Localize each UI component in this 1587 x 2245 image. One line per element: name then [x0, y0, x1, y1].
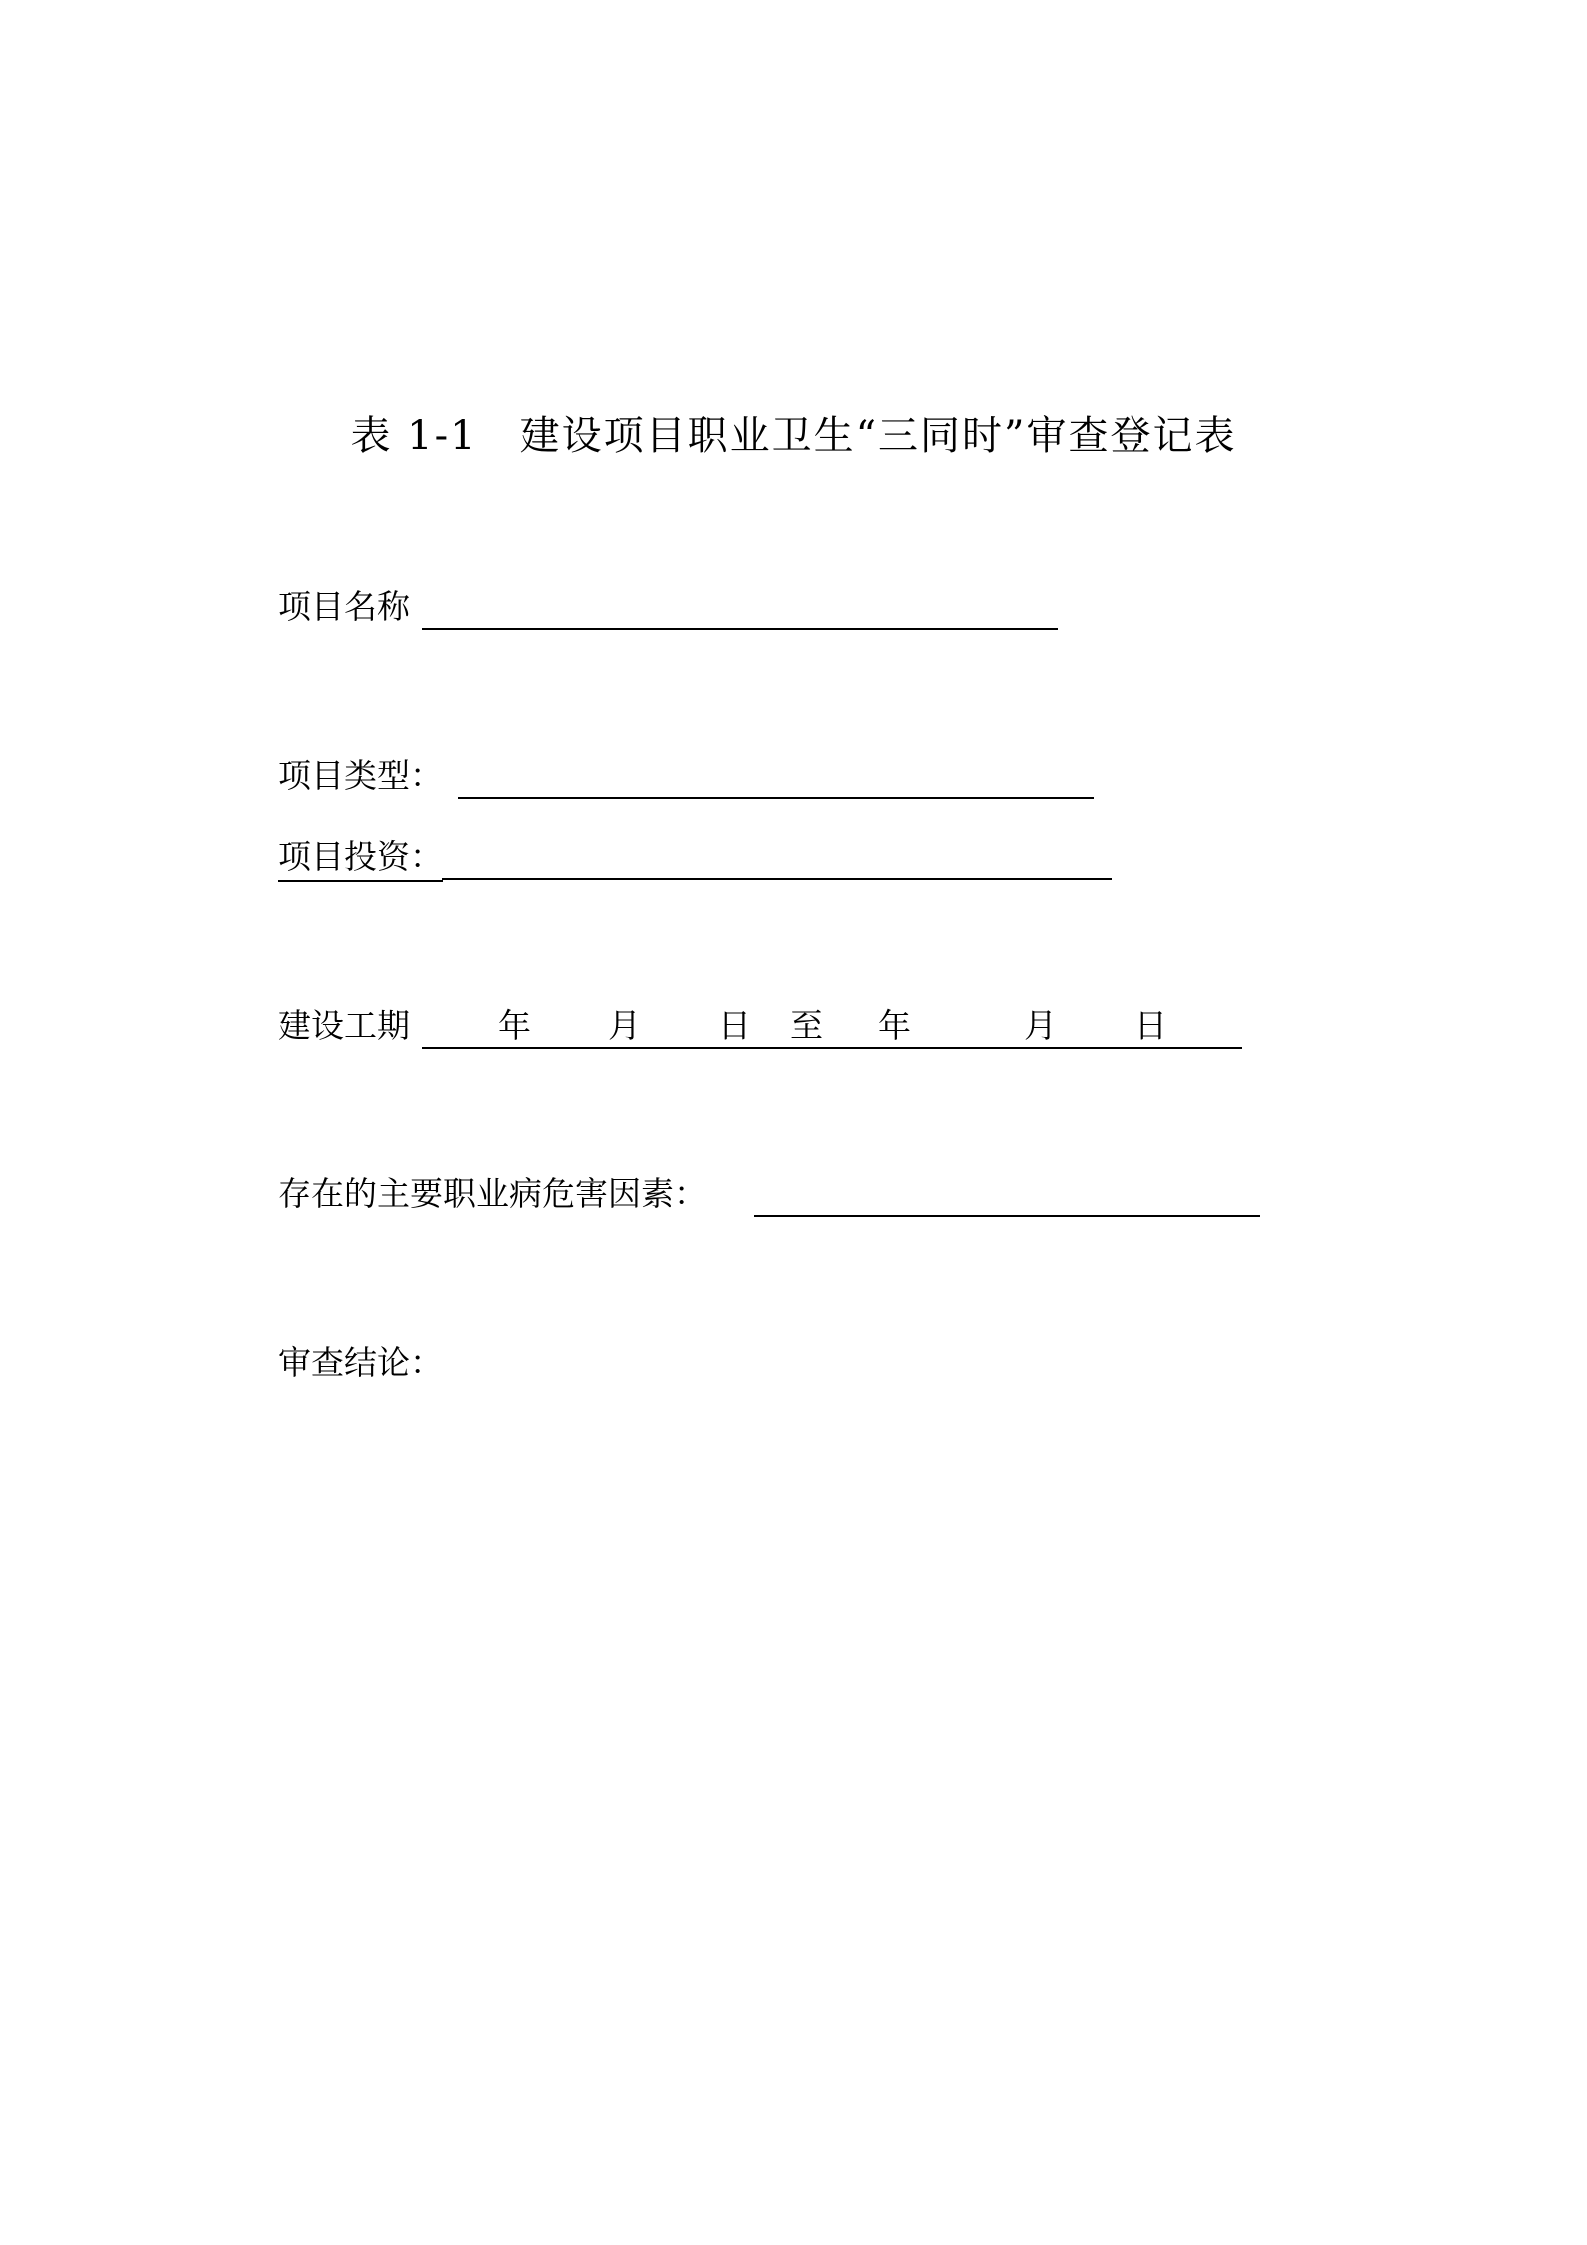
- hazard-factors-label: 存在的主要职业病危害因素：: [278, 1174, 707, 1213]
- period-to: 至: [790, 1006, 823, 1045]
- end-month-unit: 月: [1024, 1006, 1057, 1045]
- project-investment-row: [278, 834, 443, 880]
- end-day-unit: 日: [1134, 1006, 1167, 1045]
- start-month-unit: 月: [608, 1006, 641, 1045]
- review-conclusion-label: 审查结论：: [278, 1343, 443, 1382]
- project-name-blank[interactable]: [422, 584, 1058, 630]
- project-name-label: 项目名称: [278, 587, 410, 626]
- table-number: 表 1-1: [350, 413, 478, 459]
- project-investment-blank[interactable]: [442, 834, 1112, 880]
- review-conclusion-row: [278, 1340, 443, 1386]
- project-name-row: [278, 584, 410, 630]
- construction-period-blank[interactable]: [422, 1003, 1242, 1049]
- hazard-factors-blank[interactable]: [754, 1171, 1260, 1217]
- form-title: [0, 408, 1587, 464]
- end-year-unit: 年: [878, 1006, 911, 1045]
- project-type-row: [278, 753, 443, 799]
- hazard-factors-row: [278, 1171, 707, 1217]
- project-investment-label: 项目投资：: [278, 834, 443, 882]
- table-title-text: 建设项目职业卫生“三同时”审查登记表: [519, 413, 1237, 459]
- project-type-blank[interactable]: [458, 753, 1094, 799]
- construction-period-row: [278, 1003, 1167, 1049]
- start-day-unit: 日: [718, 1006, 751, 1045]
- project-type-label: 项目类型：: [278, 756, 443, 795]
- start-year-unit: 年: [498, 1006, 531, 1045]
- construction-period-label: 建设工期: [278, 1006, 410, 1045]
